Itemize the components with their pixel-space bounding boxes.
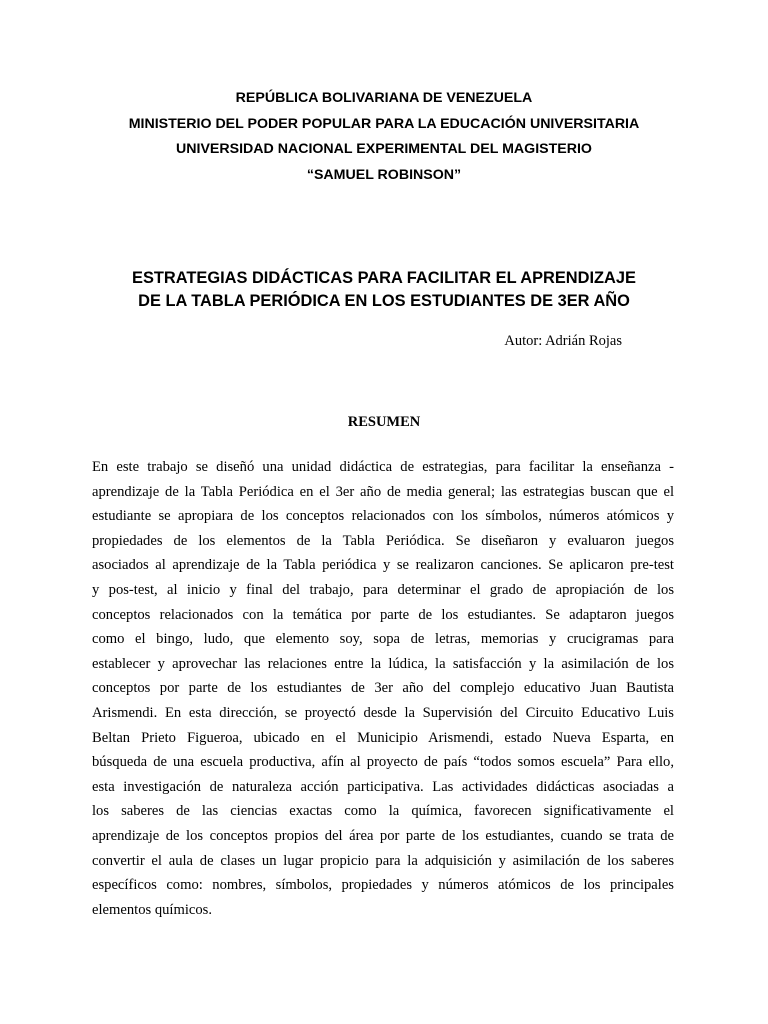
abstract-line: asociados al aprendizaje de la Tabla periódica y se realizaron canciones. Se aplicaron pre-test — [92, 557, 674, 574]
title-line-1: ESTRATEGIAS DIDÁCTICAS PARA FACILITAR EL APRENDIZAJE — [132, 269, 636, 287]
abstract-line: establecer y aprovechar las relaciones entre la lúdica, la satisfacción y la asimilación de los — [92, 655, 674, 672]
author-line: Autor: Adrián Rojas — [504, 333, 622, 349]
header-line-university: UNIVERSIDAD NACIONAL EXPERIMENTAL DEL MAGISTERIO — [176, 141, 592, 157]
document-title — [0, 267, 768, 312]
header-line-ministry: MINISTERIO DEL PODER POPULAR PARA LA EDUCACIÓN UNIVERSITARIA — [128, 115, 640, 132]
abstract-line: esta investigación de naturaleza acción participativa. Las actividades didácticas asociadas a — [92, 778, 674, 795]
abstract-line: conceptos relacionados con la temática por parte de los estudiantes. Se adaptaron juegos — [92, 606, 674, 623]
abstract-line: como el bingo, ludo, que elemento soy, sopa de letras, memorias y crucigramas para — [92, 631, 674, 648]
abstract-line: aprendizaje de la Tabla Periódica en el 3er año de media general; las estrategias buscan que el — [92, 483, 674, 500]
abstract-line: los saberes de las ciencias exactas como la química, favorecen significativamente el — [92, 803, 674, 820]
institution-header — [0, 86, 768, 188]
abstract-line: estudiante se apropiara de los conceptos relacionados con los símbolos, números atómicos y — [92, 508, 674, 525]
abstract-line: propiedades de los elementos de la Tabla Periódica. Se diseñaron y evaluaron juegos — [92, 532, 674, 549]
abstract-paragraph — [92, 455, 674, 922]
header-line-country: REPÚBLICA BOLIVARIANA DE VENEZUELA — [235, 90, 533, 106]
abstract-line: y pos-test, al inicio y final del trabajo, para determinar el grado de apropiación de los — [92, 581, 674, 598]
abstract-line: Arismendi. En esta dirección, se proyectó desde la Supervisión del Circuito Educativo Luis — [92, 704, 674, 721]
abstract-line: Beltan Prieto Figueroa, ubicado en el Municipio Arismendi, estado Nueva Esparta, en — [92, 729, 674, 746]
abstract-heading: RESUMEN — [347, 414, 421, 430]
abstract-line: convertir el aula de clases un lugar propicio para la adquisición y asimilación de los saberes — [92, 852, 674, 869]
abstract-line: aprendizaje de los conceptos propios del área por parte de los estudiantes, cuando se trata de — [92, 827, 674, 844]
abstract-line: búsqueda de una escuela productiva, afín al proyecto de país “todos somos escuela” Para ello, — [92, 754, 674, 771]
abstract-line: elementos químicos. — [92, 901, 212, 918]
abstract-line: En este trabajo se diseñó una unidad didáctica de estrategias, para facilitar la enseñanza - — [92, 459, 674, 475]
title-line-2: DE LA TABLA PERIÓDICA EN LOS ESTUDIANTES DE 3ER AÑO — [138, 291, 630, 310]
header-line-university-name: “SAMUEL ROBINSON” — [306, 166, 462, 183]
abstract-line: conceptos por parte de los estudiantes de 3er año del complejo educativo Juan Bautista — [92, 680, 674, 697]
abstract-line: específicos como: nombres, símbolos, propiedades y números atómicos de los principales — [92, 877, 674, 894]
